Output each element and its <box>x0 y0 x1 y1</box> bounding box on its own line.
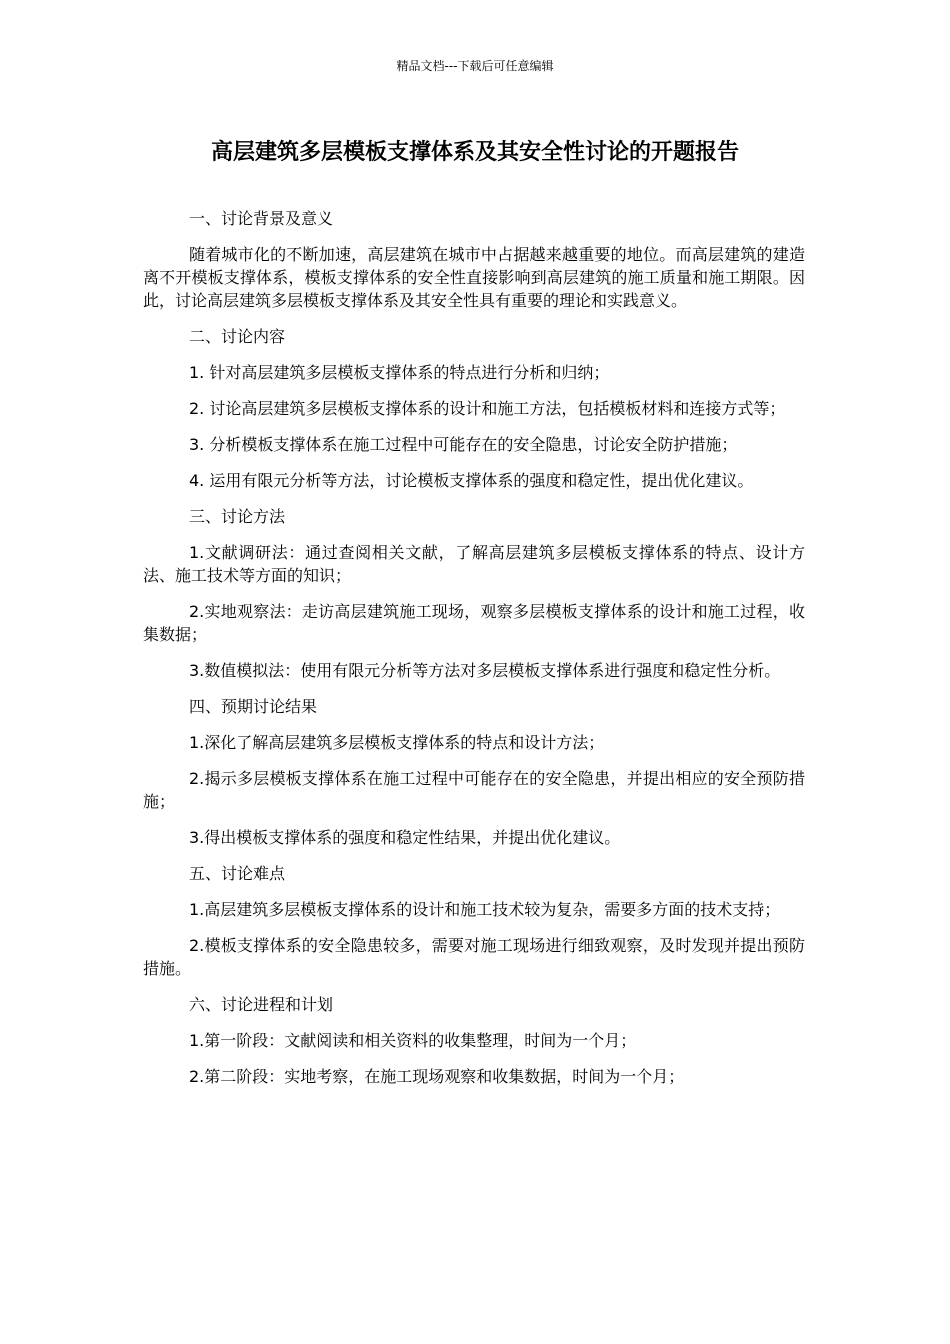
paragraph-background: 随着城市化的不断加速，高层建筑在城市中占据越来越重要的地位。而高层建筑的建造离不开模板支撑体系，模板支撑体系的安全性直接影响到高层建筑的施工质量和施工期限。因此，讨论高层建筑多层模板支撑体系及其安全性具有重要的理论和实践意义。 <box>143 245 805 310</box>
section-heading-schedule: 六、讨论进程和计划 <box>189 995 334 1014</box>
schedule-item-1: 1.第一阶段：文献阅读和相关资料的收集整理，时间为一个月； <box>189 1031 637 1050</box>
method-item-2: 2.实地观察法：走访高层建筑施工现场，观察多层模板支撑体系的设计和施工过程，收集数据； <box>143 602 805 644</box>
difficulty-item-2: 2.模板支撑体系的安全隐患较多，需要对施工现场进行细致观察，及时发现并提出预防措施。 <box>143 936 805 978</box>
difficulty-item-1: 1.高层建筑多层模板支撑体系的设计和施工技术较为复杂，需要多方面的技术支持； <box>189 900 781 919</box>
result-item-1: 1.深化了解高层建筑多层模板支撑体系的特点和设计方法； <box>189 733 605 752</box>
section-heading-methods: 三、讨论方法 <box>189 507 286 526</box>
section-heading-content: 二、讨论内容 <box>189 327 286 346</box>
content-item-3: 3. 分析模板支撑体系在施工过程中可能存在的安全隐患，讨论安全防护措施； <box>189 435 738 454</box>
header-note: 精品文档---下载后可任意编辑 <box>396 59 554 73</box>
content-item-1: 1. 针对高层建筑多层模板支撑体系的特点进行分析和归纳； <box>189 363 610 382</box>
section-heading-difficulties: 五、讨论难点 <box>189 864 286 883</box>
content-item-2: 2. 讨论高层建筑多层模板支撑体系的设计和施工方法，包括模板材料和连接方式等； <box>189 399 786 418</box>
result-item-2: 2.揭示多层模板支撑体系在施工过程中可能存在的安全隐患，并提出相应的安全预防措施； <box>143 769 805 811</box>
document-body <box>143 207 805 1101</box>
document-title: 高层建筑多层模板支撑体系及其安全性讨论的开题报告 <box>210 140 739 165</box>
method-item-1: 1.文献调研法：通过查阅相关文献，了解高层建筑多层模板支撑体系的特点、设计方法、施工技术等方面的知识； <box>143 543 805 585</box>
result-item-3: 3.得出模板支撑体系的强度和稳定性结果，并提出优化建议。 <box>189 828 621 847</box>
schedule-item-2: 2.第二阶段：实地考察，在施工现场观察和收集数据，时间为一个月； <box>189 1067 685 1086</box>
section-heading-background: 一、讨论背景及意义 <box>189 209 334 228</box>
content-item-4: 4. 运用有限元分析等方法，讨论模板支撑体系的强度和稳定性，提出优化建议。 <box>189 471 754 490</box>
method-item-3: 3.数值模拟法：使用有限元分析等方法对多层模板支撑体系进行强度和稳定性分析。 <box>189 661 781 680</box>
section-heading-results: 四、预期讨论结果 <box>189 697 318 716</box>
